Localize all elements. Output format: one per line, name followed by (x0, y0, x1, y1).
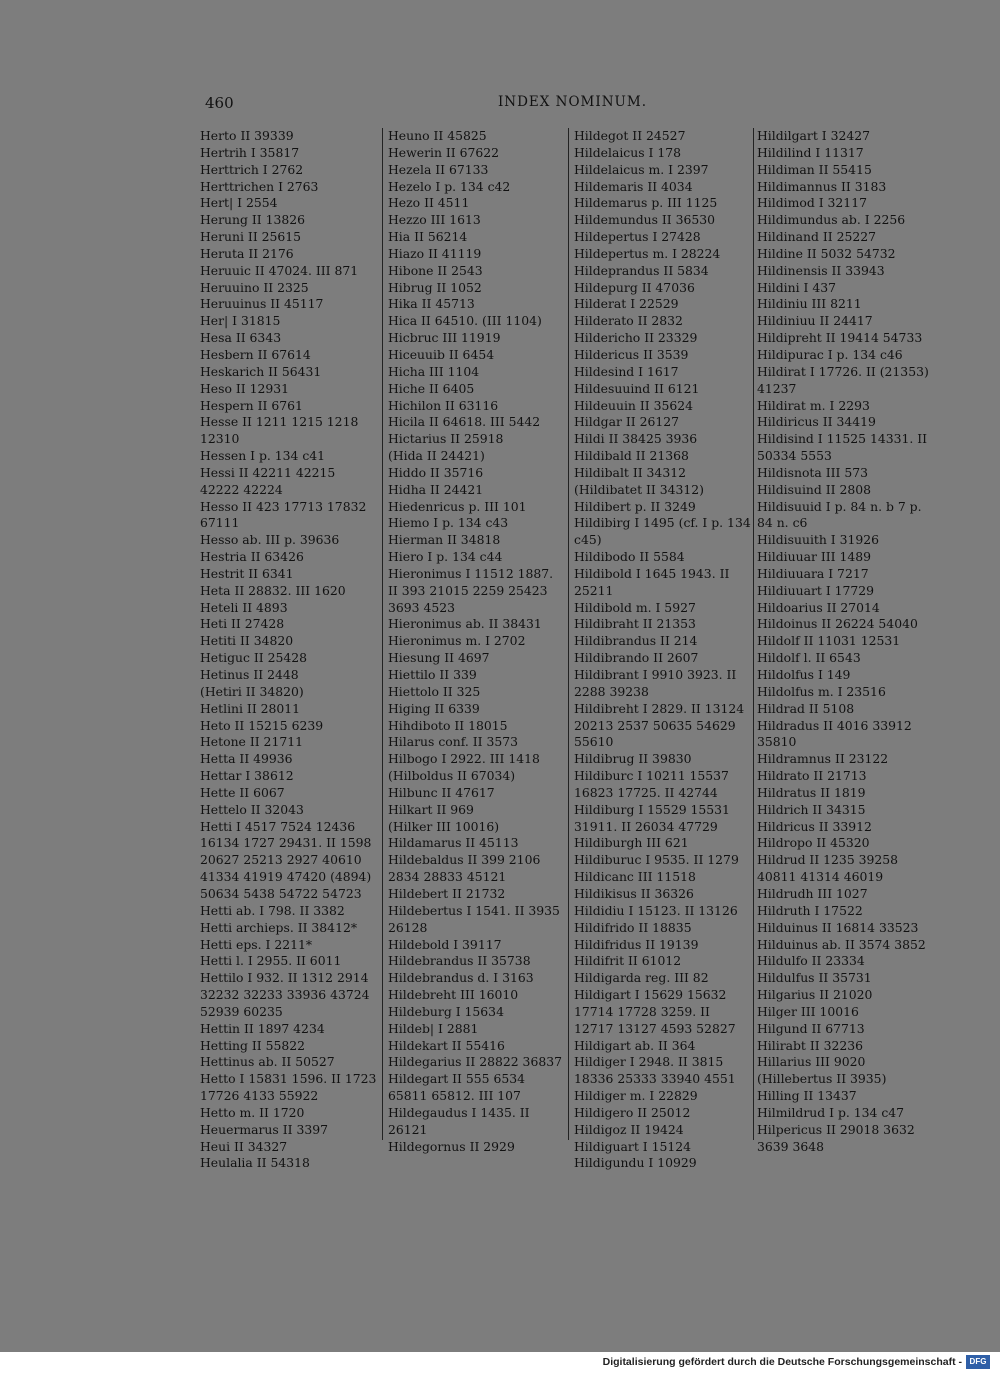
page-number: 460 (205, 94, 234, 112)
index-entry: Hildelaicus m. I 2397 (574, 161, 709, 177)
column-divider (568, 128, 569, 1140)
index-entry: Hildimundus ab. I 2256 (757, 212, 906, 228)
index-entry: Hertrih I 35817 (200, 144, 300, 160)
index-entry: Hettin II 1897 4234 (200, 1020, 325, 1036)
index-entry: Hildegarius II 28822 36837 (388, 1054, 562, 1070)
index-entry: Hildebert II 21732 (388, 885, 506, 901)
index-column-4 (757, 128, 937, 1155)
column-divider (382, 128, 383, 1140)
index-entry: Hesso ab. III p. 39636 (200, 532, 340, 548)
index-entry: Hildiburg I 15529 15531 31911. II 26034 47729 (574, 801, 730, 834)
index-entry: Herttrichen I 2763 (200, 178, 319, 194)
index-entry: Herung II 13826 (200, 212, 306, 228)
index-entry: Hildiger I 2948. II 3815 18336 25333 33940 4551 (574, 1054, 736, 1087)
index-entry: Hildeburg I 15634 (388, 1003, 504, 1019)
index-entry: Hildi II 38425 3936 (574, 431, 698, 447)
index-entry: Hettilo I 932. II 1312 2914 32232 32233 33936 43724 52939 60235 (200, 970, 370, 1019)
index-entry: Hildidiu I 15123. II 13126 (574, 902, 738, 918)
index-entry: (Hillebertus II 3935) (757, 1071, 887, 1087)
index-entry: Heuno II 45825 (388, 128, 487, 143)
index-entry: Heruuic II 47024. III 871 (200, 262, 359, 278)
index-entry: Hildropo II 45320 (757, 835, 870, 851)
index-entry: Hettelo II 32043 (200, 801, 304, 817)
index-entry: Hildikisus II 36326 (574, 885, 694, 901)
index-entry: Hezela II 67133 (388, 161, 489, 177)
index-entry: Hildirat I 17726. II (21353) 41237 (757, 363, 929, 396)
index-entry: Hildesuuind II 6121 (574, 380, 700, 396)
index-entry: Hezelo I p. 134 c42 (388, 178, 511, 194)
index-entry: Heto II 15215 6239 (200, 717, 324, 733)
index-entry: Hezzo III 1613 (388, 212, 481, 228)
index-entry: Hieronimus m. I 2702 (388, 633, 526, 649)
index-entry: Hildiuuara I 7217 (757, 565, 869, 581)
index-entry: Hildiuuart I 17729 (757, 582, 875, 598)
index-entry: Hesse II 1211 1215 1218 12310 (200, 414, 359, 447)
dfg-logo: DFG (966, 1355, 990, 1369)
index-entry: Hia II 56214 (388, 229, 468, 245)
index-entry: Hilkart II 969 (388, 801, 474, 817)
index-entry: Hildilgart I 32427 (757, 128, 870, 143)
index-entry: Hildeuuin II 35624 (574, 397, 693, 413)
index-entry: Hespern II 6761 (200, 397, 303, 413)
index-entry: Hica II 64510. (III 1104) (388, 313, 542, 329)
index-entry: Hildepurg II 47036 (574, 279, 695, 295)
index-entry: Hildifridus II 19139 (574, 936, 699, 952)
index-entry: Hika II 45713 (388, 296, 475, 312)
index-entry: Hetone II 21711 (200, 734, 303, 750)
index-column-3 (574, 128, 752, 1172)
index-entry: Hettinus ab. II 50527 (200, 1054, 335, 1070)
index-entry: Hildepertus I 27428 (574, 229, 701, 245)
index-entry: Hildegart II 555 6534 65811 65812. III 107 (388, 1071, 526, 1104)
index-column-2 (388, 128, 565, 1155)
index-entry: Hilmildrud I p. 134 c47 (757, 1104, 905, 1120)
index-entry: Hetti archieps. II 38412* (200, 919, 358, 935)
index-entry: Hildibraht II 21353 (574, 616, 696, 632)
index-entry: Herto II 39339 (200, 128, 294, 143)
index-entry: Hildimod I 32117 (757, 195, 867, 211)
index-column-1 (200, 128, 378, 1172)
index-entry: Hetti l. I 2955. II 6011 (200, 953, 342, 969)
index-entry: Hilling II 13437 (757, 1088, 857, 1104)
index-entry: Heskarich II 56431 (200, 363, 322, 379)
index-entry: Hildibrant I 9910 3923. II 2288 39238 (574, 667, 737, 699)
index-entry: (Hida II 24421) (388, 448, 485, 464)
index-entry: Hildipreht II 19414 54733 (757, 330, 923, 346)
index-entry: Hetti ab. I 798. II 3382 (200, 902, 345, 918)
index-entry: (Hetiri II 34820) (200, 683, 304, 699)
index-entry: Hildolf II 11031 12531 (757, 633, 901, 649)
index-entry: Heti II 27428 (200, 616, 285, 632)
index-entry: Hildibrando II 2607 (574, 650, 699, 666)
index-entry: Hildericus II 3539 (574, 346, 689, 362)
index-entry: Hildibold I 1645 1943. II 25211 (574, 565, 730, 598)
index-entry: Hichilon II 63116 (388, 397, 499, 413)
index-entry: Hert| I 2554 (200, 195, 278, 211)
index-entry: Hildekart II 55416 (388, 1037, 505, 1053)
index-entry: Hilbogo I 2922. III 1418 (388, 751, 540, 767)
index-entry: Hildrich II 34315 (757, 801, 866, 817)
index-entry: Hildinensis II 33943 (757, 262, 885, 278)
index-entry: Hetiti II 34820 (200, 633, 294, 649)
index-entry: Hildiguart I 15124 (574, 1138, 692, 1154)
index-entry: Hildradus II 4016 33912 35810 (757, 717, 912, 750)
index-entry: Hestria II 63426 (200, 549, 304, 565)
index-entry: Hildolf l. II 6543 (757, 650, 861, 666)
index-entry: Hildigoz II 19424 (574, 1121, 684, 1137)
index-entry: Hesa II 6343 (200, 330, 282, 346)
index-entry: Hildisuind II 2808 (757, 481, 872, 497)
funding-credit: Digitalisierung gefördert durch die Deutsche Forschungsgemeinschaft - (602, 1356, 962, 1368)
index-entry: Hesso II 423 17713 17832 67111 (200, 498, 367, 531)
index-entry: Hildifrit II 61012 (574, 953, 682, 969)
index-entry: Hildebrandus II 35738 (388, 953, 531, 969)
column-divider (753, 128, 754, 1140)
index-entry: Hetta II 49936 (200, 751, 293, 767)
index-entry: Hildgar II 26127 (574, 414, 679, 430)
index-entry: Hillarius III 9020 (757, 1054, 866, 1070)
index-entry: Hildigart I 15629 15632 17714 17728 3259. II 12717 13127 4593 52827 (574, 987, 736, 1036)
index-entry: Hetto m. II 1720 (200, 1104, 305, 1120)
index-entry: Hildibert p. II 3249 (574, 498, 696, 514)
index-entry: Hetti eps. I 2211* (200, 936, 313, 952)
index-entry: Hildepertus m. I 28224 (574, 245, 721, 261)
index-entry: Hiemo I p. 134 c43 (388, 515, 509, 531)
index-entry: Hildinand II 25227 (757, 229, 876, 245)
index-entry: Hildiuuar III 1489 (757, 549, 871, 565)
index-entry: Hessen I p. 134 c41 (200, 448, 326, 464)
index-entry: Hiche II 6405 (388, 380, 475, 396)
index-entry: Hildibold m. I 5927 (574, 599, 696, 615)
index-entry: Hildebaldus II 399 2106 2834 28833 45121 (388, 852, 541, 885)
index-entry: Hiazo II 41119 (388, 245, 482, 261)
index-entry: Hildigero II 25012 (574, 1104, 691, 1120)
index-entry: Hetting II 55822 (200, 1037, 306, 1053)
index-entry: Hetiguc II 25428 (200, 650, 308, 666)
index-entry: Hildolfus I 149 (757, 667, 851, 682)
index-entry: Heso II 12931 (200, 380, 290, 396)
index-entry: Hildigarda reg. III 82 (574, 970, 709, 986)
index-entry: Hilger III 10016 (757, 1003, 859, 1019)
index-entry: Heulalia II 54318 (200, 1155, 310, 1171)
index-entry: Hildibalt II 34312 (574, 464, 686, 480)
index-entry: Heruuino II 2325 (200, 279, 309, 295)
index-entry: Hildilind I 11317 (757, 144, 864, 160)
index-entry: Hildibald II 21368 (574, 448, 689, 464)
index-entry: Hildine II 5032 54732 (757, 245, 896, 261)
index-entry: (Hilker III 10016) (388, 818, 500, 834)
index-entry: Hildini I 437 (757, 279, 836, 295)
index-entry: Hildamarus II 45113 (388, 835, 519, 851)
index-entry: Higing II 6339 (388, 700, 480, 716)
index-entry: Hiesung II 4697 (388, 650, 490, 666)
index-entry: Hicbruc III 11919 (388, 330, 501, 346)
index-entry: Hilirabt II 32236 (757, 1037, 863, 1053)
index-entry: Hildirat m. I 2293 (757, 397, 870, 413)
index-entry: (Hildibatet II 34312) (574, 481, 704, 497)
index-entry: Hetti I 4517 7524 12436 16134 1727 29431. II 1598 20627 25213 2927 40610 41334 41919 47420 (4894) 50634 5438 54722 54723 (200, 818, 372, 901)
index-entry: Heteli II 4893 (200, 599, 288, 615)
index-entry: Heruta II 2176 (200, 245, 294, 261)
index-entry: Hildisuuid I p. 84 n. b 7 p. 84 n. c6 (757, 498, 922, 531)
index-entry: Hihdiboto II 18015 (388, 717, 508, 733)
index-entry: Hildibreht I 2829. II 13124 20213 2537 50635 54629 55610 (574, 700, 745, 750)
index-entry: Hilduinus II 16814 33523 (757, 919, 919, 935)
index-entry: Hildiman II 55415 (757, 161, 872, 177)
index-entry: Heruuinus II 45117 (200, 296, 324, 312)
index-entry: Hildigart ab. II 364 (574, 1037, 696, 1053)
index-entry: Hildemaris II 4034 (574, 178, 693, 194)
index-entry: Hiceuuib II 6454 (388, 346, 495, 362)
index-entry: Hetto I 15831 1596. II 1723 17726 4133 55922 (200, 1071, 377, 1104)
index-entry: Herttrich I 2762 (200, 161, 304, 177)
index-entry: Hilarus conf. II 3573 (388, 734, 518, 750)
index-entry: Hildiburgh III 621 (574, 835, 689, 851)
index-entry: Hilduinus ab. II 3574 3852 (757, 936, 926, 952)
index-entry: Hildramnus II 23122 (757, 751, 889, 767)
index-entry: Hilpericus II 29018 3632 3639 3648 (757, 1121, 915, 1154)
index-entry: Heui II 34327 (200, 1138, 288, 1154)
index-entry: Hilgund II 67713 (757, 1020, 865, 1036)
index-entry: Hessi II 42211 42215 42222 42224 (200, 464, 336, 497)
index-entry: Hettar I 38612 (200, 768, 294, 784)
index-entry: Hildulfo II 23334 (757, 953, 865, 969)
index-entry: Hildisind I 11525 14331. II 50334 5553 (757, 431, 928, 464)
index-entry: Hidha II 24421 (388, 481, 484, 497)
index-entry: Heuermarus II 3397 (200, 1121, 328, 1137)
index-entry: Hilderato II 2832 (574, 313, 683, 329)
index-entry: Hildebold I 39117 (388, 936, 502, 952)
index-entry: Hiddo II 35716 (388, 464, 484, 480)
index-entry: Hildibirg I 1495 (cf. I p. 134 c45) (574, 515, 751, 548)
index-entry: Hildifrido II 18835 (574, 919, 692, 935)
index-entry: Hildemundus II 36530 (574, 212, 716, 228)
index-entry: Hiedenricus p. III 101 (388, 498, 527, 514)
index-entry: Hildimannus II 3183 (757, 178, 887, 194)
index-entry: Hildricus II 33912 (757, 818, 872, 834)
index-entry: Hildulfus II 35731 (757, 970, 872, 986)
index-entry: Hiettolo II 325 (388, 683, 481, 699)
index-entry: Hildrato II 21713 (757, 768, 867, 784)
index-entry: Hildisnota III 573 (757, 464, 869, 480)
index-entry: Hiettilo II 339 (388, 667, 477, 682)
index-entry: Heta II 28832. III 1620 (200, 582, 346, 598)
running-head: INDEX NOMINUM. (497, 94, 648, 110)
index-entry: Hildelaicus I 178 (574, 144, 682, 160)
index-entry: Hilderat I 22529 (574, 296, 679, 312)
index-entry: Hetlini II 28011 (200, 700, 301, 716)
index-entry: Hictarius II 25918 (388, 431, 504, 447)
index-entry: Hicha III 1104 (388, 363, 480, 379)
index-entry: Heruni II 25615 (200, 229, 302, 245)
index-entry: Hildeprandus II 5834 (574, 262, 709, 278)
index-entry: Hildeb| I 2881 (388, 1020, 479, 1036)
index-entry: Her| I 31815 (200, 313, 281, 329)
index-entry: Hildebrandus d. I 3163 (388, 970, 534, 986)
index-entry: Hilgarius II 21020 (757, 987, 873, 1003)
index-entry: Hildericho II 23329 (574, 330, 698, 346)
index-entry: Hildesind I 1617 (574, 363, 679, 379)
index-entry: Hildiburuc I 9535. II 1279 (574, 852, 739, 868)
index-entry: Hicila II 64618. III 5442 (388, 414, 541, 430)
index-entry: Hildrad II 5108 (757, 700, 855, 716)
index-entry: Hildicanc III 11518 (574, 869, 696, 885)
index-entry: Hildrudh III 1027 (757, 885, 868, 901)
index-entry: Hildiricus II 34419 (757, 414, 876, 430)
index-entry: Hildiger m. I 22829 (574, 1088, 698, 1104)
index-entry: Hiero I p. 134 c44 (388, 549, 503, 565)
index-entry: Hildipurac I p. 134 c46 (757, 346, 903, 362)
index-entry: Hildoinus II 26224 54040 (757, 616, 918, 632)
index-entry: Hildibrandus II 214 (574, 633, 698, 649)
index-entry: Hildrud II 1235 39258 40811 41314 46019 (757, 852, 899, 885)
index-entry: Hildibrug II 39830 (574, 751, 692, 767)
index-entry: Hildibodo II 5584 (574, 549, 685, 565)
index-entry: Hette II 6067 (200, 784, 285, 800)
index-entry: (Hilboldus II 67034) (388, 768, 516, 784)
index-entry: Hildiburc I 10211 15537 16823 17725. II 42744 (574, 768, 729, 800)
index-entry: Hildigundu I 10929 (574, 1155, 697, 1171)
index-entry: Hibrug II 1052 (388, 279, 482, 295)
index-entry: Hildiniu III 8211 (757, 296, 862, 312)
index-entry: Hildegaudus I 1435. II 26121 (388, 1104, 530, 1137)
index-entry: Hieronimus ab. II 38431 (388, 616, 542, 632)
index-entry: Hildemarus p. III 1125 (574, 195, 718, 211)
index-entry: Hildegornus II 2929 (388, 1138, 515, 1154)
index-entry: Hildebreht III 16010 (388, 987, 519, 1003)
index-entry: Hildratus II 1819 (757, 784, 866, 800)
index-entry: Hesbern II 67614 (200, 346, 311, 362)
index-entry: Hildiniuu II 24417 (757, 313, 873, 329)
page-header (205, 94, 940, 116)
index-entry: Hildolfus m. I 23516 (757, 683, 886, 699)
footer-bar (0, 1352, 1000, 1373)
index-entry: Hildebertus I 1541. II 3935 26128 (388, 902, 560, 935)
index-entry: Hildruth I 17522 (757, 902, 863, 918)
index-entry: Hilbunc II 47617 (388, 784, 495, 800)
index-entry: Hieronimus I 11512 1887. II 393 21015 2259 25423 3693 4523 (388, 565, 554, 615)
index-entry: Hildoarius II 27014 (757, 599, 880, 615)
index-entry: Hezo II 4511 (388, 195, 470, 211)
index-entry: Hibone II 2543 (388, 262, 483, 278)
index-entry: Hildisuuith I 31926 (757, 532, 880, 548)
index-entry: Hildegot II 24527 (574, 128, 686, 143)
index-entry: Hetinus II 2448 (200, 667, 299, 682)
index-entry: Hierman II 34818 (388, 532, 501, 548)
index-entry: Hewerin II 67622 (388, 144, 500, 160)
index-entry: Hestrit II 6341 (200, 565, 294, 581)
